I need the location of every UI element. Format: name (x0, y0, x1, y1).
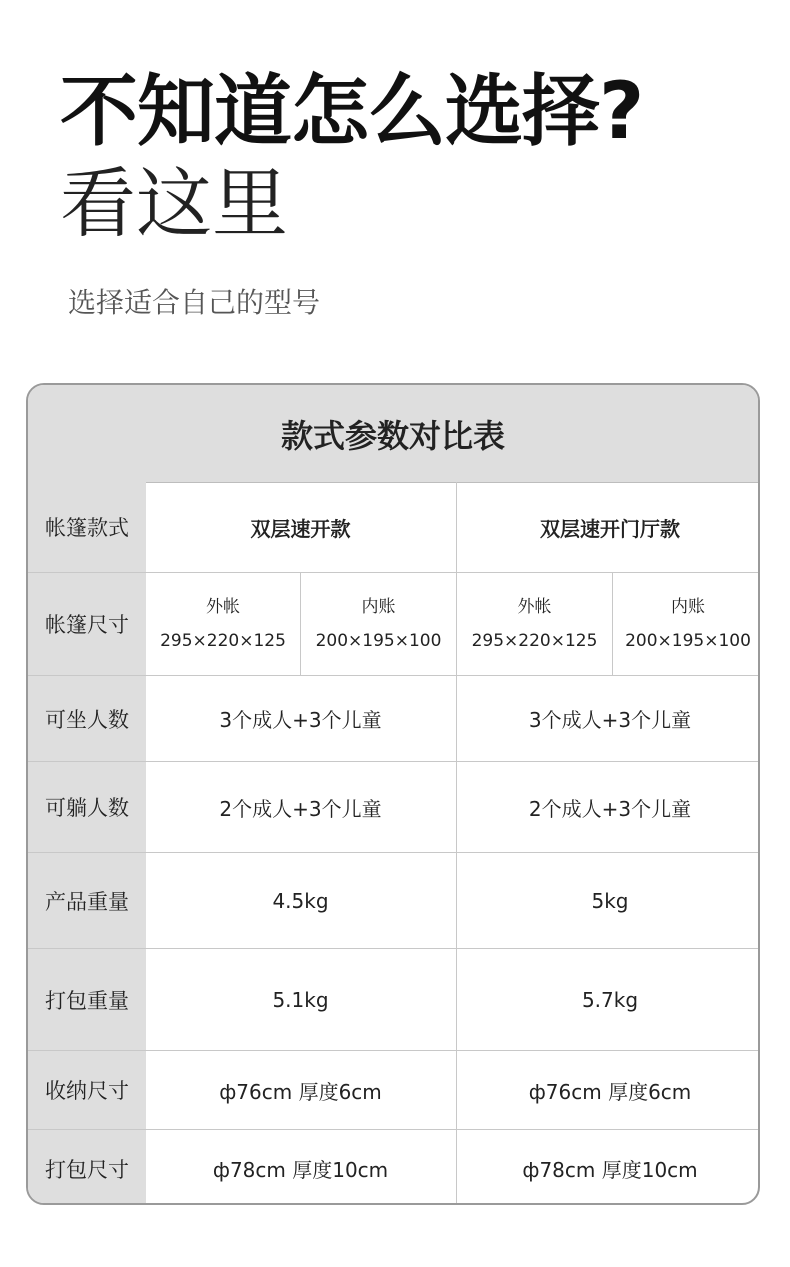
row-value: 3个成人+3个儿童 (219, 708, 382, 732)
row-label: 帐篷款式 (28, 482, 146, 572)
comparison-table (26, 383, 760, 1205)
size-cell (146, 573, 300, 675)
size-cell (456, 573, 612, 675)
row-value: 2个成人+3个儿童 (219, 796, 382, 821)
size-cell (300, 573, 456, 675)
row-label: 产品重量 (28, 853, 146, 948)
page-title: 不知道怎么选择? (60, 67, 644, 157)
row-value: ф76cm 厚度6cm (219, 1079, 382, 1104)
table-row (28, 762, 758, 853)
table-row (28, 1051, 758, 1130)
size-cell-name: 内账 (671, 597, 705, 617)
row-value: 3个成人+3个儿童 (456, 676, 760, 761)
size-cell-name: 外帐 (206, 597, 240, 617)
table-row-style (28, 482, 758, 573)
size-cell-value: 200×195×100 (625, 631, 751, 651)
table-row (28, 676, 758, 762)
size-cell (612, 573, 760, 675)
row-label: 打包尺寸 (28, 1130, 146, 1205)
row-value: 2个成人+3个儿童 (456, 762, 760, 852)
row-value: ф76cm 厚度6cm (456, 1051, 760, 1129)
size-cell-value: 295×220×125 (471, 631, 598, 651)
table-title: 款式参数对比表 (28, 385, 758, 483)
size-cell-name: 外帐 (517, 597, 552, 617)
table-row (28, 853, 758, 949)
table-row (28, 1130, 758, 1205)
row-label: 可坐人数 (28, 676, 146, 761)
table-row (28, 949, 758, 1051)
table-row-size (28, 573, 758, 676)
row-value: 5.7kg (456, 949, 760, 1050)
row-value: ф78cm 厚度10cm (212, 1158, 389, 1182)
row-value: 4.5kg (272, 888, 329, 913)
row-label: 收纳尺寸 (28, 1051, 146, 1129)
row-label: 打包重量 (28, 949, 146, 1050)
size-cell-name: 内账 (361, 597, 396, 617)
row-value: 5.1kg (272, 987, 329, 1012)
row-label: 可躺人数 (28, 762, 146, 852)
page-subtitle: 看这里 (60, 159, 288, 248)
row-label: 帐篷尺寸 (28, 573, 146, 675)
size-cell-value: 200×195×100 (315, 631, 442, 651)
size-cell-value: 295×220×125 (160, 631, 286, 651)
row-value: ф78cm 厚度10cm (456, 1130, 760, 1205)
model-1-name: 双层速开款 (250, 516, 351, 541)
page-tagline: 选择适合自己的型号 (68, 286, 321, 319)
model-2-name: 双层速开门厅款 (456, 482, 760, 572)
row-value: 5kg (456, 853, 760, 948)
